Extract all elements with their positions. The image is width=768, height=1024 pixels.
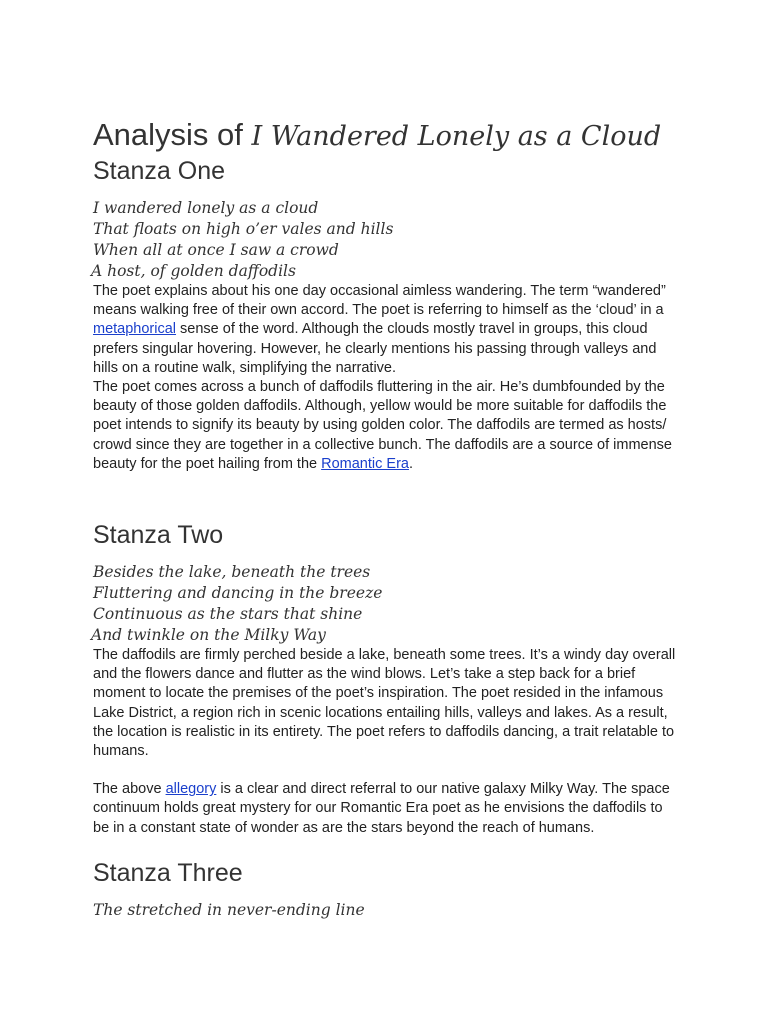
analysis-paragraph: The daffodils are firmly perched beside a lake, beneath some trees. It’s a windy day overall and the flowers dance and flutter as the wind blows. Let’s take a step back for a brief moment to locate the premises of the poet’s inspiration. The poet resided in the infamous Lake District, a region rich in scenic locations entailing hills, valleys and lakes. As a result, the location is realistic in its entirety. The poet refers to daffodils dancing, a trait relatable to humans. [93,647,676,760]
verse-line: And twinkle on the Milky Way [91,626,326,645]
page-title [93,116,678,156]
stanza-one-heading: Stanza One [93,157,226,185]
section-spacer [93,474,678,518]
paragraph-text: . [408,455,413,472]
verse-line: That floats on high o’er vales and hills [93,220,394,238]
verse-line: Besides the lake, beneath the trees [93,563,371,582]
paragraph-text: is a clear and direct referral to our native galaxy Milky Way. The space continuum holds great mystery for our Romantic Era poet as he envisions the daffodils to be in a constant state of wonder as are the stars beyond the reach of humans. [93,781,670,836]
analysis-paragraph [93,282,678,378]
allegory-link[interactable]: allegory [165,781,217,798]
verse-line: A host, of golden daffodils [91,262,296,280]
stanza-one-verse [93,198,678,282]
stanza-three-verse [93,900,678,921]
verse-line: The stretched in never-ending line [93,900,365,919]
section-spacer [93,838,678,856]
verse-line: I wandered lonely as a cloud [93,199,319,217]
stanza-three-section [93,856,678,921]
stanza-two-heading: Stanza Two [93,521,224,550]
stanza-one-section [93,154,678,474]
romantic-era-link[interactable]: Romantic Era [321,455,409,472]
analysis-paragraph [93,378,678,474]
stanza-two-section [93,518,678,838]
stanza-three-heading: Stanza Three [93,858,243,887]
paragraph-text: sense of the word. Although the clouds mostly travel in groups, this cloud prefers singular hovering. However, he clearly mentions his passing through valleys and hills on a routine walk, simplifying the narrative. [93,321,657,376]
paragraph-text: The above [93,781,166,798]
verse-line: Continuous as the stars that shine [93,605,363,624]
paragraph-text: The poet explains about his one day occasional aimless wandering. The term “wandered” means walking free of their own accord. The poet is referring to himself as the ‘cloud’ in a [93,283,666,319]
title-prefix: Analysis of [93,117,252,152]
stanza-two-verse [93,562,678,646]
verse-line: When all at once I saw a crowd [93,241,339,259]
analysis-paragraph [93,780,678,838]
verse-line: Fluttering and dancing in the breeze [93,584,383,603]
paragraph-text: The poet comes across a bunch of daffodils fluttering in the air. He’s dumbfounded by the beauty of those golden daffodils. Although, yellow would be more suitable for daffodils the poet intends to signify its beauty by using golden color. The daffodils are termed as hosts/ crowd since they are together in a collective bunch. The daffodils are a source of immense beauty for the poet hailing from the [93,379,672,472]
title-poem-name: I Wandered Lonely as a Cloud [251,121,662,152]
metaphorical-link[interactable]: metaphorical [93,321,177,338]
